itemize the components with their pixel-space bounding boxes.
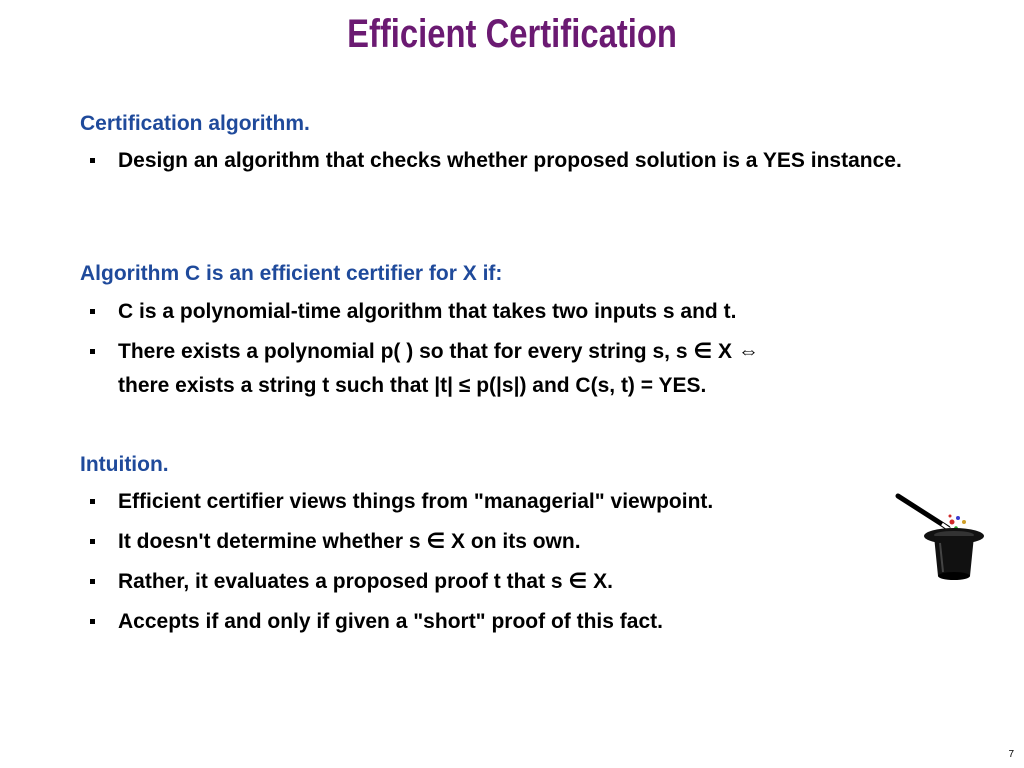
bullet-marker: [90, 619, 95, 624]
section-heading-efficient-certifier: Algorithm C is an efficient certifier for X if:: [80, 262, 503, 285]
bullet-marker: [90, 499, 95, 504]
bullet-item: [90, 144, 920, 178]
bullet-marker: [90, 539, 95, 544]
bullet-item: [90, 295, 920, 329]
magic-hat-with-wand-icon: [892, 488, 992, 588]
section-heading-intuition: Intuition.: [80, 453, 169, 476]
bullet-text: Efficient certifier views things from "managerial" viewpoint.: [118, 490, 714, 513]
bullet-marker: [90, 158, 95, 163]
bullet-item: [90, 605, 920, 639]
bullet-text: Rather, it evaluates a proposed proof t that s ∈ X.: [118, 570, 613, 593]
bullet-marker: [90, 309, 95, 314]
bullet-marker: [90, 579, 95, 584]
bullet-item: [90, 335, 920, 369]
bullet-text: Design an algorithm that checks whether proposed solution is a YES instance.: [118, 149, 902, 172]
bullet-text: It doesn't determine whether s ∈ X on its own.: [118, 530, 581, 553]
bullet-text: C is a polynomial-time algorithm that takes two inputs s and t.: [118, 300, 737, 323]
bullet-marker: [90, 349, 95, 354]
bullet-item: [90, 525, 920, 559]
bullet-text: There exists a polynomial p( ) so that for every string s, s ∈ X ⇔: [118, 340, 759, 363]
page-number: 7: [1008, 749, 1014, 760]
section-heading-certification: Certification algorithm.: [80, 112, 310, 135]
bullet-text: there exists a string t such that |t| ≤ p(|s|) and C(s, t) = YES.: [118, 374, 707, 397]
slide-title: Efficient Certification: [347, 12, 677, 56]
bullet-item: [90, 565, 920, 599]
bullet-item: [90, 485, 920, 519]
bullet-continuation: [90, 369, 920, 403]
bullet-text: Accepts if and only if given a "short" proof of this fact.: [118, 610, 663, 633]
